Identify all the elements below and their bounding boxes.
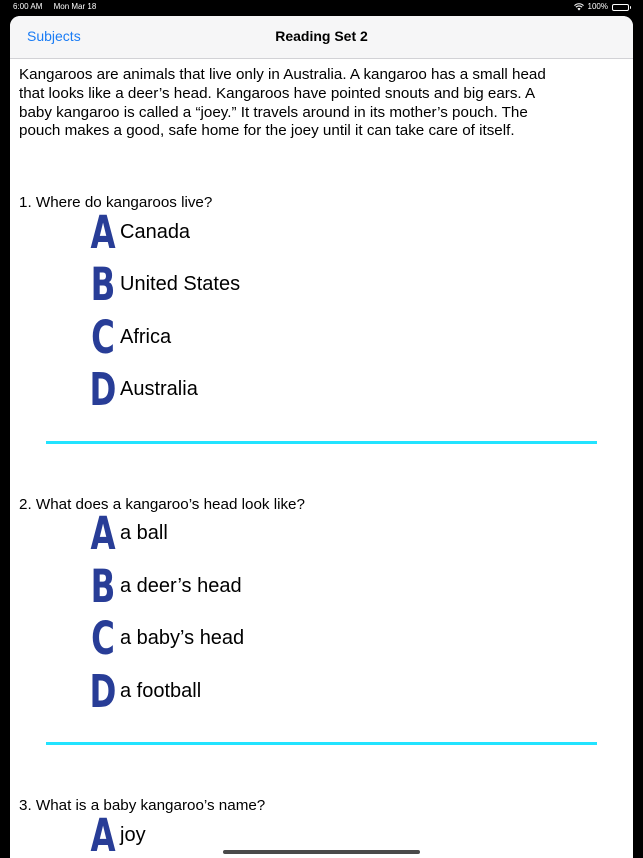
q2-option-a[interactable]	[86, 508, 168, 558]
option-text: a baby’s head	[120, 626, 245, 649]
q1-option-a[interactable]	[86, 207, 190, 257]
reading-passage: Kangaroos are animals that live only in Australia. A kangaroo has a small head that looks like a deer’s head. Kangaroos have pointed snouts and big ears. A baby kangaroo is called a “joey.” It travels around in its mother’s pouch. The pouch makes a good, safe home for the joey until it can take care of itself.	[19, 66, 546, 140]
option-text: a ball	[120, 521, 168, 544]
q2-option-d[interactable]	[86, 666, 201, 716]
letter-a-icon: A	[90, 205, 116, 259]
option-text: joy	[120, 823, 146, 846]
wifi-icon	[574, 3, 584, 11]
q2-option-c[interactable]	[86, 613, 244, 663]
q2-option-b[interactable]	[86, 561, 242, 611]
battery-percent: 100%	[587, 2, 608, 11]
question-divider	[46, 441, 597, 444]
back-button-subjects[interactable]: Subjects	[27, 28, 81, 44]
question-divider	[46, 742, 597, 745]
question-3-text: 3. What is a baby kangaroo’s name?	[19, 797, 266, 814]
letter-c-icon: C	[91, 611, 115, 665]
letter-c-icon: C	[91, 310, 115, 364]
letter-d-icon: D	[89, 664, 117, 718]
option-text: a football	[120, 679, 202, 702]
q3-option-a[interactable]	[86, 810, 146, 858]
status-time: 6:00 AM	[13, 2, 43, 11]
letter-b-icon: B	[90, 257, 116, 311]
page-title: Reading Set 2	[275, 28, 368, 44]
reading-content[interactable]	[10, 59, 633, 858]
q1-option-c[interactable]	[86, 312, 171, 362]
option-text: United States	[120, 272, 241, 295]
letter-d-icon: D	[89, 362, 117, 416]
q1-option-b[interactable]	[86, 259, 240, 309]
question-2-text: 2. What does a kangaroo’s head look like?	[19, 496, 305, 513]
status-bar	[0, 0, 643, 14]
app-window	[10, 16, 633, 858]
option-text: a deer’s head	[120, 574, 242, 597]
home-indicator[interactable]	[223, 850, 420, 854]
letter-a-icon: A	[90, 506, 116, 560]
status-date: Mon Mar 18	[53, 2, 97, 11]
battery-icon	[612, 4, 629, 11]
q1-option-d[interactable]	[86, 364, 198, 414]
letter-a-icon: A	[90, 808, 116, 858]
option-text: Australia	[120, 377, 198, 400]
question-1-text: 1. Where do kangaroos live?	[19, 194, 213, 211]
option-text: Canada	[120, 220, 191, 243]
navigation-bar	[10, 16, 633, 59]
option-text: Africa	[120, 325, 172, 348]
letter-b-icon: B	[90, 559, 116, 613]
